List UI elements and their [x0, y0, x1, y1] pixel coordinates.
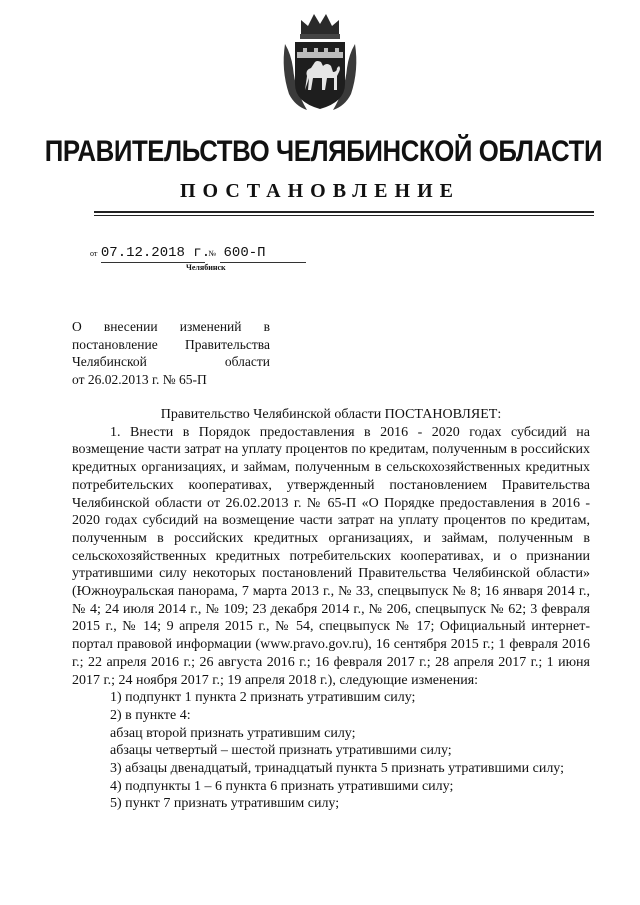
city-label: Челябинск	[186, 263, 226, 272]
list-item: абзацы четвертый – шестой признать утратившими силу;	[110, 743, 452, 759]
list-item: 4) подпункты 1 – 6 пункта 6 признать утратившими силу;	[110, 778, 454, 794]
document-type: ПОСТАНОВЛЕНИЕ	[180, 180, 460, 202]
paragraph-1: 1. Внести в Порядок предоставления в 2016 - 2020 годах субсидий на возмещение части затрат на уплату процентов по кредитам, полученным в российских кредитных организациях, и займам, полученным в сельскохозяйственных кредитных потребительских кооперативах, утвержденный постановлением Правительства Челябинской области от 26.02.2013 г. № 65-П «О Порядке предоставления в 2016 - 2020 годах субсидий на возмещение части затрат на уплату процентов по кредитам, полученным в российских кредитных организациях, и займам, полученным в сельскохозяйственных кредитных потребительских кооперативах, и о признании утратившими силу некоторых постановлений Правительства Челябинской области» (Южноуральская панорама, 7 марта 2013 г., № 33, спецвыпуск № 8; 16 января 2014 г., № 4; 24 июля 2014 г., № 109; 23 декабря 2014 г., № 206, спецвыпуск № 62; 3 февраля 2015 г., № 14; 9 апреля 2015 г., № 54, спецвыпуск № 17; Официальный интернет-портал правовой информации (www.pravo.gov.ru), 16 сентября 2015 г.; 1 февраля 2016 г.; 22 апреля 2016 г.; 26 августа 2016 г.; 16 февраля 2017 г.; 28 апреля 2017 г.; 1 июня 2017 г.; 24 ноября 2017 г.; 19 апреля 2018 г.), следующие изменения:	[72, 424, 590, 688]
subject-line: О внесении изменений в	[72, 319, 270, 334]
list-item: 2) в пункте 4:	[110, 707, 191, 723]
list-item: 5) пункт 7 признать утратившим силу;	[110, 796, 340, 812]
coat-of-arms-icon	[281, 10, 359, 114]
document-date: 07.12.2018 г.	[100, 245, 211, 261]
subject-line: от 26.02.2013 г. № 65-П	[72, 371, 207, 387]
header-divider	[94, 211, 594, 213]
header-divider-thin	[94, 215, 594, 216]
list-item: 3) абзацы двенадцатый, тринадцатый пункта 5 признать утратившими силу;	[110, 761, 565, 777]
number-label: №	[208, 249, 217, 258]
from-label: от	[90, 249, 98, 258]
document-number: 600-П	[220, 244, 306, 263]
list-item: абзац второй признать утратившим силу;	[110, 725, 356, 741]
document-body	[72, 406, 590, 813]
list-item: 1) подпункт 1 пункта 2 признать утратившим силу;	[110, 690, 416, 706]
preamble: Правительство Челябинской области ПОСТАНОВЛЯЕТ:	[160, 407, 502, 422]
subject-line: Челябинской области	[72, 354, 270, 369]
subject-line: постановление Правительства	[72, 336, 270, 352]
registration-line	[90, 244, 306, 263]
government-title: ПРАВИТЕЛЬСТВО ЧЕЛЯБИНСКОЙ ОБЛАСТИ	[44, 135, 603, 168]
document-subject	[72, 318, 270, 388]
